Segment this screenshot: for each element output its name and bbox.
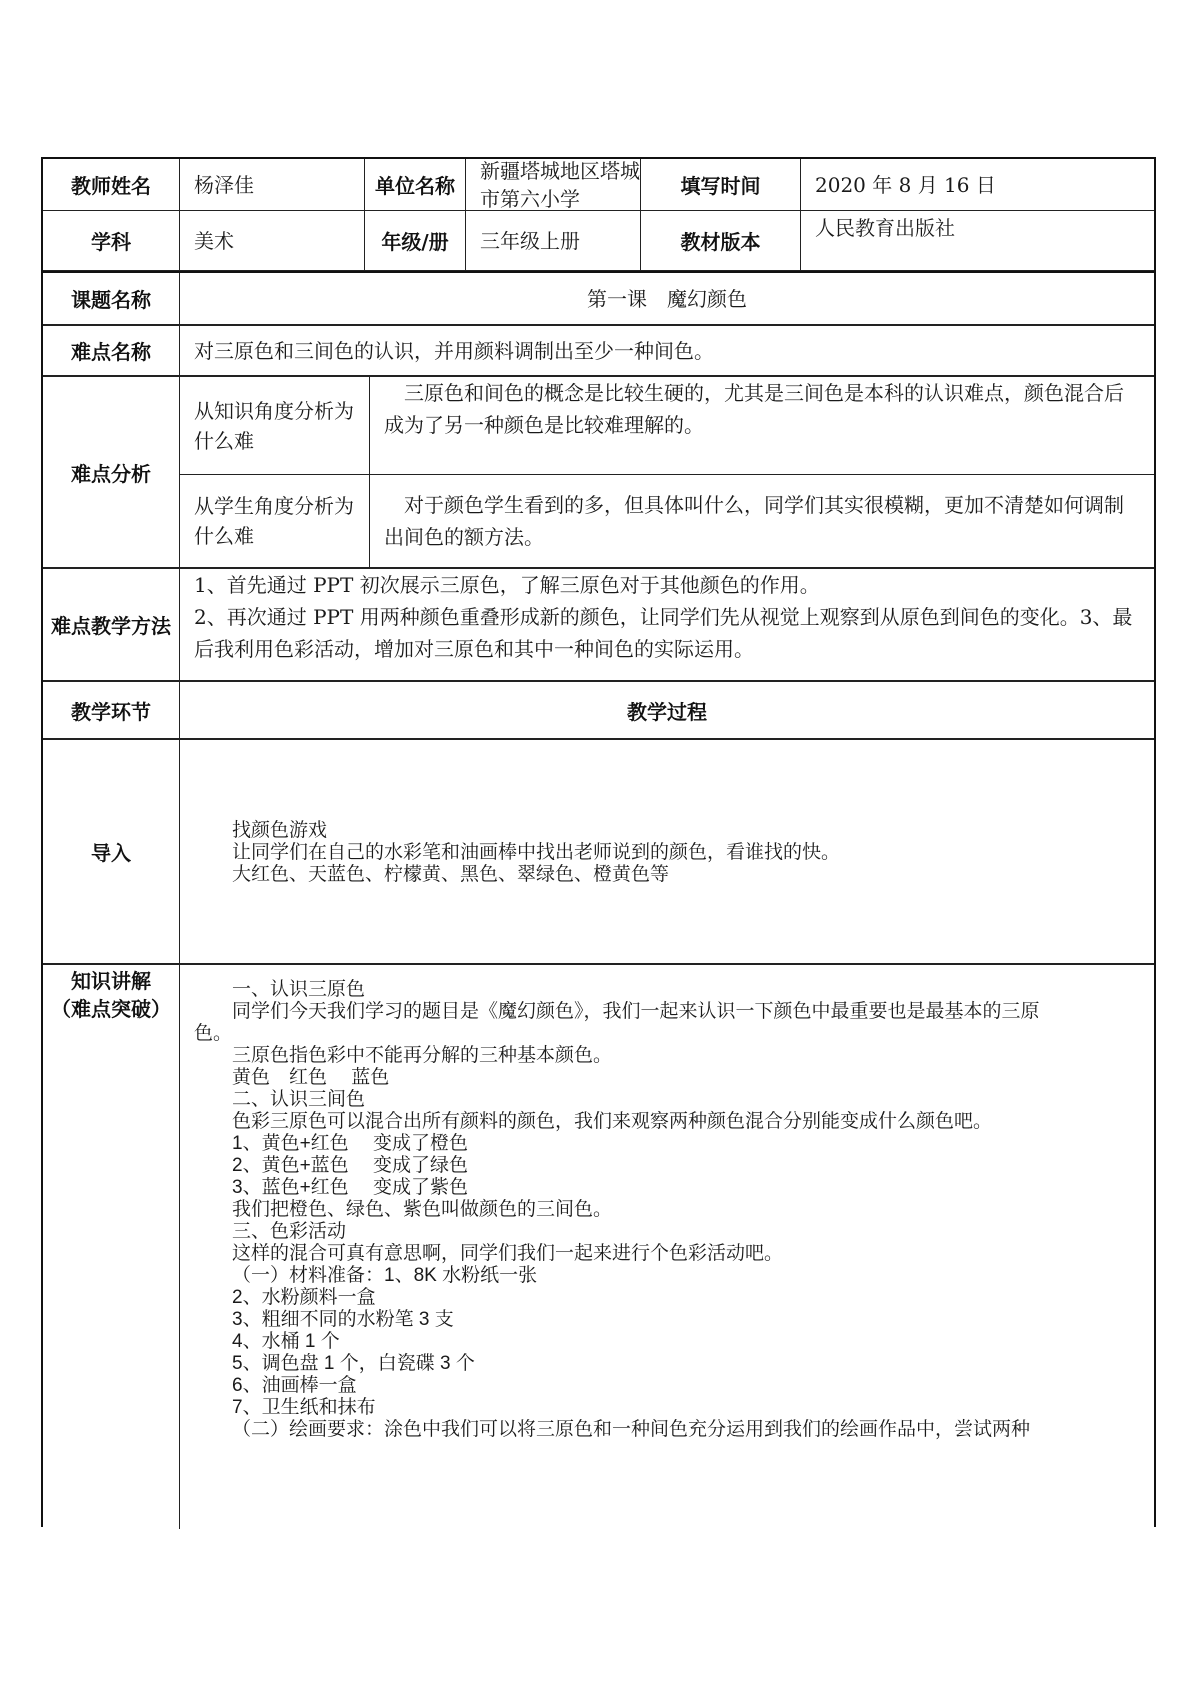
grade-label: 年级/册 [365, 211, 466, 270]
intro-line-2: 让同学们在自己的水彩笔和油画棒中找出老师说到的颜色，看谁找的快。 [232, 842, 841, 863]
k-line-19: 6、油画棒一盒 [232, 1375, 357, 1396]
analysis-student-row [180, 474, 1154, 567]
teacher-value: 杨泽佳 [180, 159, 365, 210]
row-difficulty [43, 325, 1154, 376]
unit-label: 单位名称 [365, 159, 466, 210]
analysis-label: 难点分析 [43, 377, 180, 567]
intro-line-1: 找颜色游戏 [232, 820, 328, 841]
date-value: 2020 年 8 月 16 日 [815, 172, 996, 197]
row-analysis [43, 376, 1154, 568]
k-line-21: （二）绘画要求：涂色中我们可以将三原色和一种间色充分运用到我们的绘画作品中，尝试两种 [232, 1419, 1031, 1440]
intro-line-3: 大红色、天蓝色、柠檬黄、黑色、翠绿色、橙黄色等 [232, 864, 670, 885]
row-teacher [43, 159, 1154, 211]
k-line-5: 黄色 红色 蓝色 [232, 1067, 390, 1088]
subject-label: 学科 [43, 211, 180, 270]
intro-label: 导入 [43, 740, 180, 963]
k-line-2: 同学们今天我们学习的题目是《魔幻颜色》，我们一起来认识一下颜色中最重要也是最基本的三原 [232, 1001, 1040, 1022]
edition-value: 人民教育出版社 [815, 216, 955, 240]
topic-label: 课题名称 [43, 273, 180, 324]
method-value [180, 569, 1154, 680]
k-line-14: （一）材料准备：1、8K 水粉纸一张 [232, 1265, 538, 1286]
k-line-1: 一、认识三原色 [232, 979, 366, 1000]
knowledge-label-line-2: （难点突破） [51, 997, 171, 1021]
unit-value [466, 159, 641, 210]
knowledge-angle-line-2: 什么难 [194, 428, 254, 453]
k-line-16: 3、粗细不同的水粉笔 3 支 [232, 1309, 454, 1330]
k-line-12: 三、色彩活动 [232, 1221, 347, 1242]
knowledge-label-line-1: 知识讲解 [71, 969, 151, 993]
student-angle-line-2: 什么难 [194, 523, 254, 548]
k-line-3: 色。 [194, 1023, 233, 1044]
knowledge-angle-label [180, 377, 370, 474]
topic-value: 第一课 魔幻颜色 [587, 286, 747, 311]
row-process-header [43, 681, 1154, 739]
k-line-18: 5、调色盘 1 个，白瓷碟 3 个 [232, 1353, 475, 1374]
intro-content [180, 740, 1154, 963]
k-line-8: 1、黄色+红色 变成了橙色 [232, 1133, 468, 1154]
k-line-17: 4、水桶 1 个 [232, 1331, 340, 1352]
analysis-knowledge-row [180, 377, 1154, 475]
method-line-1: 1、首先通过 PPT 初次展示三原色，了解三原色对于其他颜色的作用。 [194, 573, 820, 597]
process-label: 教学环节 [43, 682, 180, 738]
edition-label: 教材版本 [641, 211, 801, 270]
k-line-4: 三原色指色彩中不能再分解的三种基本颜色。 [232, 1045, 613, 1066]
process-value: 教学过程 [627, 699, 707, 724]
row-subject [43, 211, 1154, 271]
knowledge-content [180, 965, 1154, 1529]
knowledge-label [43, 965, 180, 1529]
k-line-10: 3、蓝色+红色 变成了紫色 [232, 1177, 468, 1198]
row-knowledge [43, 964, 1154, 1529]
subject-value: 美术 [180, 211, 365, 270]
lesson-plan-table [41, 157, 1156, 1527]
student-angle-label [180, 474, 370, 567]
unit-line-1: 新疆塔城地区塔城 [480, 158, 640, 183]
difficulty-label: 难点名称 [43, 326, 180, 375]
knowledge-angle-text: 三原色和间色的概念是比较生硬的，尤其是三间色是本科的认识难点，颜色混合后成为了另一种颜色是比较难理解的。 [384, 381, 1124, 437]
k-line-15: 2、水粉颜料一盒 [232, 1287, 376, 1308]
method-label: 难点教学方法 [43, 569, 180, 680]
student-angle-line-1: 从学生角度分析为 [194, 493, 354, 518]
date-label: 填写时间 [641, 159, 801, 210]
k-line-7: 色彩三原色可以混合出所有颜料的颜色，我们来观察两种颜色混合分别能变成什么颜色吧。 [232, 1111, 993, 1132]
row-topic [43, 271, 1154, 325]
teacher-label: 教师姓名 [43, 159, 180, 210]
k-line-11: 我们把橙色、绿色、紫色叫做颜色的三间色。 [232, 1199, 613, 1220]
student-angle-text: 对于颜色学生看到的多，但具体叫什么，同学们其实很模糊，更加不清楚如何调制出间色的额方法。 [384, 492, 1124, 549]
grade-value: 三年级上册 [466, 211, 641, 270]
k-line-6: 二、认识三间色 [232, 1089, 366, 1110]
row-method [43, 568, 1154, 681]
unit-line-2: 市第六小学 [480, 186, 580, 211]
k-line-13: 这样的混合可真有意思啊，同学们我们一起来进行个色彩活动吧。 [232, 1243, 784, 1264]
k-line-20: 7、卫生纸和抹布 [232, 1397, 376, 1418]
k-line-9: 2、黄色+蓝色 变成了绿色 [232, 1155, 468, 1176]
difficulty-value: 对三原色和三间色的认识，并用颜料调制出至少一种间色。 [194, 338, 714, 363]
row-intro [43, 739, 1154, 964]
method-line-2: 2、再次通过 PPT 用两种颜色重叠形成新的颜色，让同学们先从视觉上观察到从原色到间色的变化。3、最后我利用色彩活动，增加对三原色和其中一种间色的实际运用。 [194, 605, 1133, 661]
knowledge-angle-line-1: 从知识角度分析为 [194, 398, 354, 423]
